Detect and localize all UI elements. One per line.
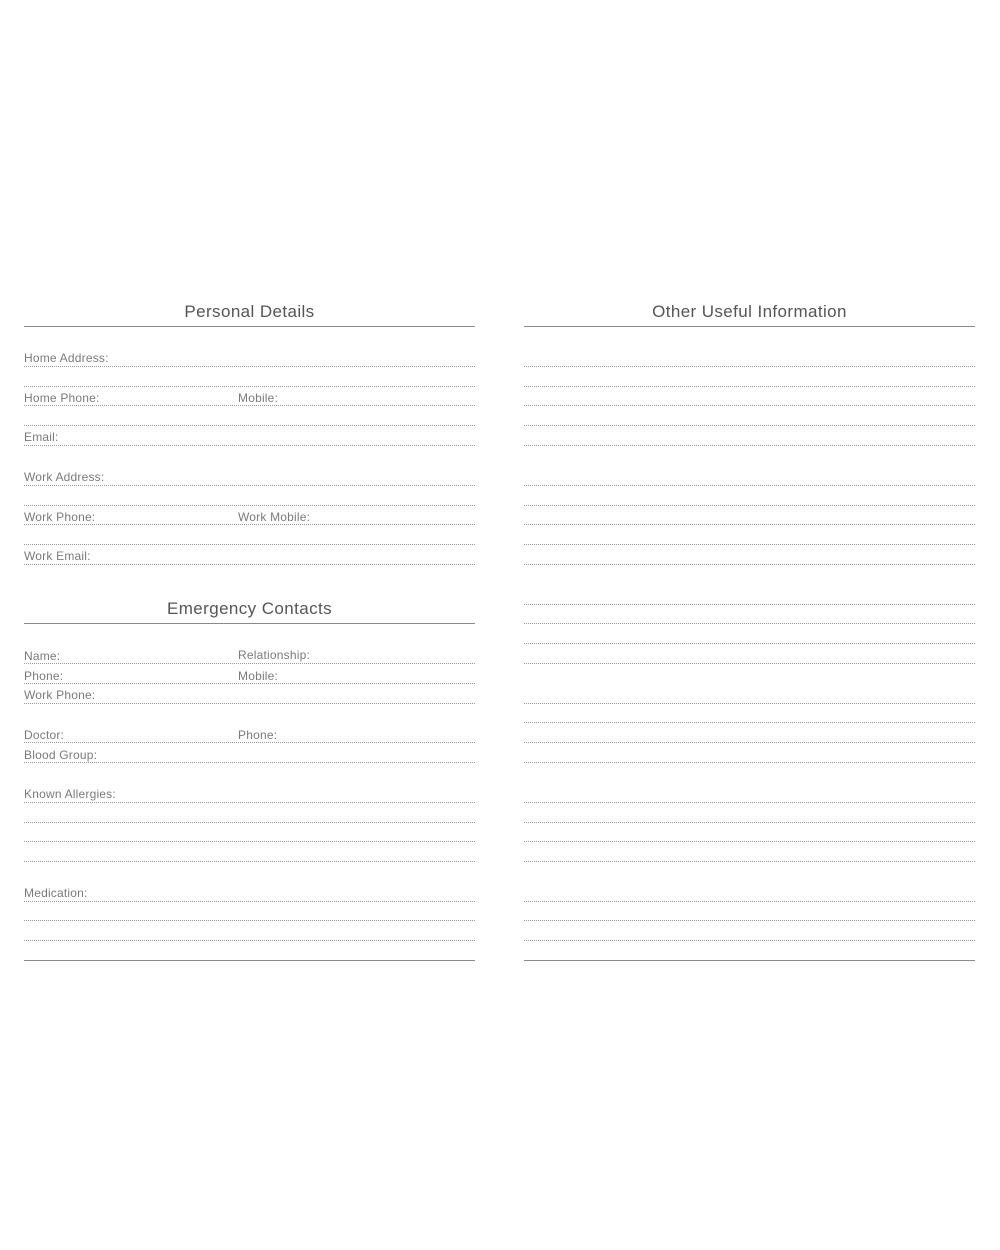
known-allergies-line-3[interactable] [24, 841, 475, 842]
phone-label: Phone: [24, 669, 64, 683]
other-info-line[interactable] [524, 940, 975, 941]
work-mobile-label: Work Mobile: [238, 510, 311, 524]
other-info-line[interactable] [524, 703, 975, 704]
home-address-label: Home Address: [24, 351, 109, 365]
email-label: Email: [24, 430, 59, 444]
home-address-line-2[interactable] [24, 386, 475, 387]
doctor-phone-label: Phone: [238, 728, 278, 742]
emergency-work-phone-line[interactable] [24, 703, 475, 704]
other-info-line[interactable] [524, 623, 975, 624]
left-column-bottom-rule [24, 960, 475, 961]
other-info-line[interactable] [524, 643, 975, 644]
other-info-line[interactable] [524, 742, 975, 743]
other-info-line[interactable] [524, 445, 975, 446]
other-info-line[interactable] [524, 505, 975, 506]
other-info-line[interactable] [524, 841, 975, 842]
work-email-label: Work Email: [24, 549, 91, 563]
emergency-work-phone-label: Work Phone: [24, 688, 96, 702]
medication-label: Medication: [24, 886, 88, 900]
right-column-bottom-rule [524, 960, 975, 961]
home-phone-line[interactable] [24, 405, 475, 406]
email-line[interactable] [24, 445, 475, 446]
doctor-label: Doctor: [24, 728, 65, 742]
other-info-line[interactable] [524, 762, 975, 763]
work-phone-line[interactable] [24, 524, 475, 525]
work-email-line[interactable] [24, 564, 475, 565]
other-info-line[interactable] [524, 861, 975, 862]
other-info-line[interactable] [524, 425, 975, 426]
emergency-contacts-title-rule [24, 623, 475, 624]
other-info-line[interactable] [524, 802, 975, 803]
home-phone-label: Home Phone: [24, 391, 100, 405]
other-info-line[interactable] [524, 524, 975, 525]
phone-line[interactable] [24, 683, 475, 684]
other-info-line[interactable] [524, 920, 975, 921]
relationship-label: Relationship: [238, 648, 310, 662]
known-allergies-label: Known Allergies: [24, 787, 116, 801]
blood-group-line[interactable] [24, 762, 475, 763]
other-info-line[interactable] [524, 901, 975, 902]
home-address-line[interactable] [24, 366, 475, 367]
other-info-line[interactable] [524, 405, 975, 406]
work-address-line-2[interactable] [24, 505, 475, 506]
other-info-line[interactable] [524, 544, 975, 545]
mobile-label: Mobile: [238, 391, 279, 405]
work-phone-label: Work Phone: [24, 510, 96, 524]
other-info-line[interactable] [524, 663, 975, 664]
other-info-line[interactable] [524, 822, 975, 823]
name-label: Name: [24, 649, 61, 663]
medication-line[interactable] [24, 901, 475, 902]
blood-group-label: Blood Group: [24, 748, 98, 762]
work-address-label: Work Address: [24, 470, 105, 484]
emergency-contacts-title: Emergency Contacts [167, 599, 332, 618]
home-phone-line-2[interactable] [24, 425, 475, 426]
other-info-line[interactable] [524, 386, 975, 387]
other-info-line[interactable] [524, 366, 975, 367]
other-info-line[interactable] [524, 485, 975, 486]
work-phone-line-2[interactable] [24, 544, 475, 545]
other-info-line[interactable] [524, 564, 975, 565]
other-info-title-rule [524, 326, 975, 327]
other-info-line[interactable] [524, 722, 975, 723]
emergency-mobile-label: Mobile: [238, 669, 279, 683]
personal-details-title-rule [24, 326, 475, 327]
other-info-title: Other Useful Information [652, 302, 847, 321]
other-info-line[interactable] [524, 604, 975, 605]
known-allergies-line-2[interactable] [24, 822, 475, 823]
personal-details-title: Personal Details [184, 302, 315, 321]
known-allergies-line[interactable] [24, 802, 475, 803]
known-allergies-line-4[interactable] [24, 861, 475, 862]
doctor-line[interactable] [24, 742, 475, 743]
medication-line-3[interactable] [24, 940, 475, 941]
medication-line-2[interactable] [24, 920, 475, 921]
name-line[interactable] [24, 663, 475, 664]
work-address-line[interactable] [24, 485, 475, 486]
